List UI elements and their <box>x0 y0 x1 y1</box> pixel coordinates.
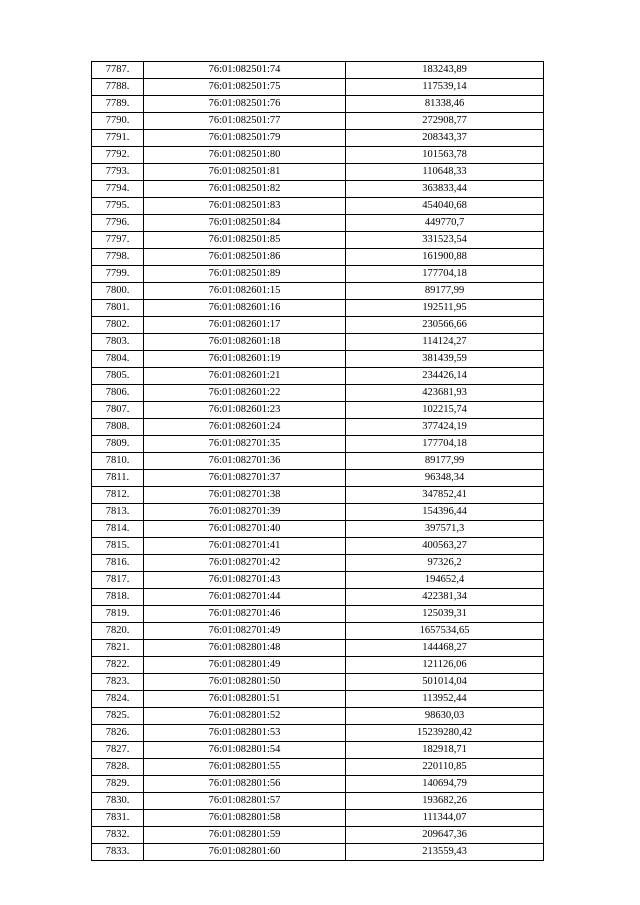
value-cell: 177704,18 <box>346 436 544 453</box>
row-number-cell: 7816. <box>92 555 144 572</box>
cadastral-number-cell: 76:01:082701:39 <box>144 504 346 521</box>
cadastral-number-cell: 76:01:082801:52 <box>144 708 346 725</box>
value-cell: 449770,7 <box>346 215 544 232</box>
row-number-cell: 7831. <box>92 810 144 827</box>
table-row <box>92 623 544 640</box>
table-body <box>92 62 544 861</box>
table-row <box>92 283 544 300</box>
row-number-cell: 7809. <box>92 436 144 453</box>
cadastral-number-cell: 76:01:082601:17 <box>144 317 346 334</box>
table-row <box>92 742 544 759</box>
table-row <box>92 555 544 572</box>
row-number-cell: 7796. <box>92 215 144 232</box>
row-number-cell: 7832. <box>92 827 144 844</box>
value-cell: 272908,77 <box>346 113 544 130</box>
value-cell: 400563,27 <box>346 538 544 555</box>
row-number-cell: 7819. <box>92 606 144 623</box>
table-row <box>92 487 544 504</box>
cadastral-number-cell: 76:01:082801:56 <box>144 776 346 793</box>
cadastral-number-cell: 76:01:082801:54 <box>144 742 346 759</box>
cadastral-number-cell: 76:01:082501:84 <box>144 215 346 232</box>
cadastral-number-cell: 76:01:082801:50 <box>144 674 346 691</box>
table-row <box>92 640 544 657</box>
cadastral-number-cell: 76:01:082701:44 <box>144 589 346 606</box>
value-cell: 208343,37 <box>346 130 544 147</box>
cadastral-number-cell: 76:01:082801:51 <box>144 691 346 708</box>
row-number-cell: 7818. <box>92 589 144 606</box>
value-cell: 89177,99 <box>346 453 544 470</box>
table-row <box>92 215 544 232</box>
value-cell: 234426,14 <box>346 368 544 385</box>
table-row <box>92 589 544 606</box>
value-cell: 113952,44 <box>346 691 544 708</box>
row-number-cell: 7788. <box>92 79 144 96</box>
cadastral-number-cell: 76:01:082601:19 <box>144 351 346 368</box>
cadastral-number-cell: 76:01:082801:55 <box>144 759 346 776</box>
cadastral-number-cell: 76:01:082501:81 <box>144 164 346 181</box>
value-cell: 193682,26 <box>346 793 544 810</box>
table-row <box>92 708 544 725</box>
value-cell: 111344,07 <box>346 810 544 827</box>
cadastral-number-cell: 76:01:082701:40 <box>144 521 346 538</box>
table-row <box>92 470 544 487</box>
row-number-cell: 7829. <box>92 776 144 793</box>
table-row <box>92 759 544 776</box>
cadastral-number-cell: 76:01:082801:60 <box>144 844 346 861</box>
cadastral-number-cell: 76:01:082601:16 <box>144 300 346 317</box>
row-number-cell: 7817. <box>92 572 144 589</box>
table-row <box>92 113 544 130</box>
row-number-cell: 7787. <box>92 62 144 79</box>
value-cell: 377424,19 <box>346 419 544 436</box>
cadastral-number-cell: 76:01:082601:23 <box>144 402 346 419</box>
value-cell: 125039,31 <box>346 606 544 623</box>
value-cell: 121126,06 <box>346 657 544 674</box>
row-number-cell: 7822. <box>92 657 144 674</box>
row-number-cell: 7790. <box>92 113 144 130</box>
value-cell: 220110,85 <box>346 759 544 776</box>
row-number-cell: 7791. <box>92 130 144 147</box>
cadastral-number-cell: 76:01:082701:36 <box>144 453 346 470</box>
value-cell: 213559,43 <box>346 844 544 861</box>
table-row <box>92 810 544 827</box>
value-cell: 331523,54 <box>346 232 544 249</box>
row-number-cell: 7800. <box>92 283 144 300</box>
table-row <box>92 504 544 521</box>
cadastral-number-cell: 76:01:082701:37 <box>144 470 346 487</box>
table-row <box>92 249 544 266</box>
value-cell: 101563,78 <box>346 147 544 164</box>
row-number-cell: 7805. <box>92 368 144 385</box>
row-number-cell: 7828. <box>92 759 144 776</box>
value-cell: 363833,44 <box>346 181 544 198</box>
table-row <box>92 130 544 147</box>
table-row <box>92 181 544 198</box>
row-number-cell: 7815. <box>92 538 144 555</box>
table-row <box>92 334 544 351</box>
cadastral-number-cell: 76:01:082701:43 <box>144 572 346 589</box>
value-cell: 96348,34 <box>346 470 544 487</box>
row-number-cell: 7810. <box>92 453 144 470</box>
row-number-cell: 7826. <box>92 725 144 742</box>
row-number-cell: 7801. <box>92 300 144 317</box>
cadastral-number-cell: 76:01:082501:83 <box>144 198 346 215</box>
value-cell: 144468,27 <box>346 640 544 657</box>
value-cell: 182918,71 <box>346 742 544 759</box>
table-row <box>92 266 544 283</box>
row-number-cell: 7802. <box>92 317 144 334</box>
value-cell: 89177,99 <box>346 283 544 300</box>
table-row <box>92 725 544 742</box>
cadastral-number-cell: 76:01:082701:35 <box>144 436 346 453</box>
row-number-cell: 7797. <box>92 232 144 249</box>
table-row <box>92 402 544 419</box>
value-cell: 192511,95 <box>346 300 544 317</box>
table-row <box>92 453 544 470</box>
cadastral-number-cell: 76:01:082801:58 <box>144 810 346 827</box>
row-number-cell: 7789. <box>92 96 144 113</box>
table-row <box>92 164 544 181</box>
table-row <box>92 691 544 708</box>
row-number-cell: 7806. <box>92 385 144 402</box>
value-cell: 230566,66 <box>346 317 544 334</box>
cadastral-number-cell: 76:01:082701:41 <box>144 538 346 555</box>
row-number-cell: 7811. <box>92 470 144 487</box>
cadastral-number-cell: 76:01:082501:74 <box>144 62 346 79</box>
value-cell: 501014,04 <box>346 674 544 691</box>
cadastral-number-cell: 76:01:082501:86 <box>144 249 346 266</box>
table-row <box>92 317 544 334</box>
table-row <box>92 436 544 453</box>
value-cell: 183243,89 <box>346 62 544 79</box>
value-cell: 140694,79 <box>346 776 544 793</box>
cadastral-number-cell: 76:01:082801:57 <box>144 793 346 810</box>
value-cell: 15239280,42 <box>346 725 544 742</box>
table-row <box>92 147 544 164</box>
value-cell: 98630,03 <box>346 708 544 725</box>
table-row <box>92 827 544 844</box>
table-row <box>92 62 544 79</box>
cadastral-number-cell: 76:01:082501:82 <box>144 181 346 198</box>
table-row <box>92 232 544 249</box>
cadastral-number-cell: 76:01:082801:49 <box>144 657 346 674</box>
cadastral-table <box>91 61 544 861</box>
row-number-cell: 7792. <box>92 147 144 164</box>
row-number-cell: 7803. <box>92 334 144 351</box>
table-row <box>92 674 544 691</box>
cadastral-number-cell: 76:01:082701:49 <box>144 623 346 640</box>
table-row <box>92 572 544 589</box>
value-cell: 454040,68 <box>346 198 544 215</box>
value-cell: 381439,59 <box>346 351 544 368</box>
value-cell: 209647,36 <box>346 827 544 844</box>
row-number-cell: 7798. <box>92 249 144 266</box>
table-row <box>92 776 544 793</box>
row-number-cell: 7812. <box>92 487 144 504</box>
row-number-cell: 7824. <box>92 691 144 708</box>
table-row <box>92 79 544 96</box>
value-cell: 81338,46 <box>346 96 544 113</box>
row-number-cell: 7820. <box>92 623 144 640</box>
cadastral-number-cell: 76:01:082601:24 <box>144 419 346 436</box>
row-number-cell: 7830. <box>92 793 144 810</box>
row-number-cell: 7821. <box>92 640 144 657</box>
table-row <box>92 657 544 674</box>
row-number-cell: 7814. <box>92 521 144 538</box>
value-cell: 97326,2 <box>346 555 544 572</box>
cadastral-number-cell: 76:01:082601:15 <box>144 283 346 300</box>
value-cell: 347852,41 <box>346 487 544 504</box>
cadastral-number-cell: 76:01:082801:53 <box>144 725 346 742</box>
value-cell: 102215,74 <box>346 402 544 419</box>
row-number-cell: 7813. <box>92 504 144 521</box>
cadastral-number-cell: 76:01:082801:59 <box>144 827 346 844</box>
row-number-cell: 7825. <box>92 708 144 725</box>
row-number-cell: 7823. <box>92 674 144 691</box>
cadastral-number-cell: 76:01:082701:42 <box>144 555 346 572</box>
cadastral-number-cell: 76:01:082501:77 <box>144 113 346 130</box>
cadastral-number-cell: 76:01:082501:85 <box>144 232 346 249</box>
value-cell: 154396,44 <box>346 504 544 521</box>
row-number-cell: 7807. <box>92 402 144 419</box>
table-row <box>92 538 544 555</box>
table-row <box>92 606 544 623</box>
row-number-cell: 7804. <box>92 351 144 368</box>
value-cell: 422381,34 <box>346 589 544 606</box>
value-cell: 110648,33 <box>346 164 544 181</box>
row-number-cell: 7833. <box>92 844 144 861</box>
row-number-cell: 7808. <box>92 419 144 436</box>
value-cell: 117539,14 <box>346 79 544 96</box>
table-row <box>92 385 544 402</box>
row-number-cell: 7795. <box>92 198 144 215</box>
value-cell: 177704,18 <box>346 266 544 283</box>
row-number-cell: 7799. <box>92 266 144 283</box>
table-row <box>92 844 544 861</box>
cadastral-number-cell: 76:01:082601:22 <box>144 385 346 402</box>
cadastral-number-cell: 76:01:082501:89 <box>144 266 346 283</box>
table-row <box>92 198 544 215</box>
cadastral-number-cell: 76:01:082501:75 <box>144 79 346 96</box>
cadastral-number-cell: 76:01:082501:80 <box>144 147 346 164</box>
table-row <box>92 521 544 538</box>
cadastral-number-cell: 76:01:082601:21 <box>144 368 346 385</box>
value-cell: 161900,88 <box>346 249 544 266</box>
cadastral-number-cell: 76:01:082801:48 <box>144 640 346 657</box>
table-row <box>92 300 544 317</box>
cadastral-number-cell: 76:01:082701:38 <box>144 487 346 504</box>
value-cell: 114124,27 <box>346 334 544 351</box>
table-row <box>92 419 544 436</box>
table-row <box>92 368 544 385</box>
row-number-cell: 7793. <box>92 164 144 181</box>
table-row <box>92 96 544 113</box>
row-number-cell: 7827. <box>92 742 144 759</box>
value-cell: 397571,3 <box>346 521 544 538</box>
value-cell: 423681,93 <box>346 385 544 402</box>
table-row <box>92 351 544 368</box>
value-cell: 194652,4 <box>346 572 544 589</box>
cadastral-number-cell: 76:01:082601:18 <box>144 334 346 351</box>
cadastral-number-cell: 76:01:082701:46 <box>144 606 346 623</box>
value-cell: 1657534,65 <box>346 623 544 640</box>
cadastral-number-cell: 76:01:082501:76 <box>144 96 346 113</box>
row-number-cell: 7794. <box>92 181 144 198</box>
cadastral-number-cell: 76:01:082501:79 <box>144 130 346 147</box>
table-row <box>92 793 544 810</box>
